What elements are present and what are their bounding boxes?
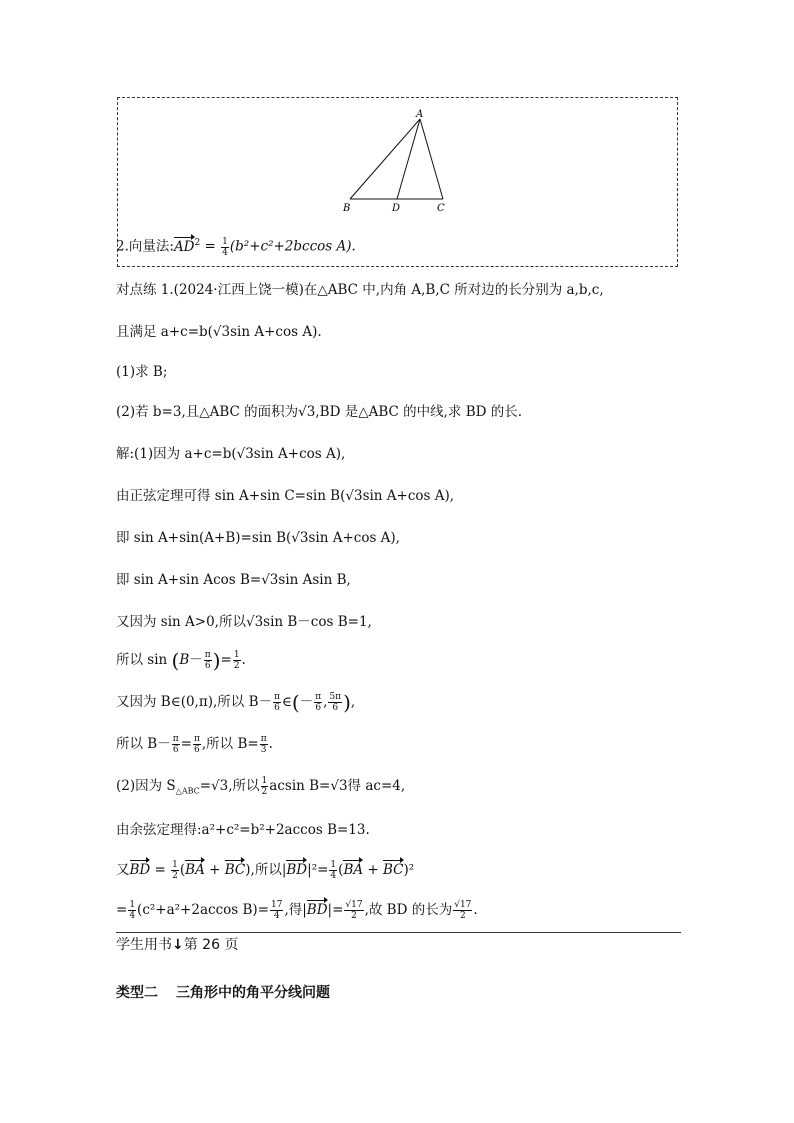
solution-step-12: = $\frac{1}{4}$ (c²+a²+2accos B)= $\frac{17}{4}$ ,得|BD|= $\frac{√17}{2}$ ,故 BD 的长为 $\frac{√17}{2}$ .	[116, 900, 478, 921]
solution-step-5: 又因为 sin A>0,所以√3sin B－cos B=1,	[116, 614, 372, 630]
vector-method-line: 2.向量法$:AD^2$ = $\frac{1}{4}$ (b²+c²+2bccos A).	[116, 236, 356, 258]
triangle-figure	[330, 105, 460, 217]
solution-step-11: 又BD = $\frac{1}{2}$ (BA + BC),所以|BD|²= $\frac{1}{4}$ (BA + BC)²	[116, 860, 415, 881]
solution-step-6: 所以 sin (B－ $\frac{\pi}{6}$ )= $\frac{1}{2}$ .	[116, 648, 246, 673]
solution-step-7: 又因为 B∈(0,π),所以 B－ $\frac{\pi}{6}$ ∈(－ $\frac{\pi}{6}$ , $\frac{5\pi}{6}$ ),	[116, 690, 356, 715]
down-arrow-icon: ↓	[172, 937, 184, 953]
solution-step-3: 即 sin A+sin(A+B)=sin B(√3sin A+cos A),	[116, 530, 400, 546]
solution-step-9: (2)因为 $S_{\triangle ABC}=√3$,所以 $\frac{1}{2}$ acsin B=√3得 ac=4,	[116, 776, 406, 797]
problem-condition: 且满足 a+c=b(√3sin A+cos A).	[116, 324, 322, 340]
solution-step-2: 由正弦定理可得 sin A+sin C=sin B(√3sin A+cos A),	[116, 488, 455, 504]
label-A: A	[416, 109, 424, 120]
section-heading: 类型二 三角形中的角平分线问题	[116, 985, 330, 1001]
problem-intro: 对点练 1.(2024·江西上饶一模)在△ABC 中,内角 A,B,C 所对边的长分别为 a,b,c,	[116, 282, 604, 298]
label-B: B	[343, 203, 351, 214]
problem-part1: (1)求 B;	[116, 364, 168, 380]
problem-part2: (2)若 b=3,且△ABC 的面积为√3,BD 是△ABC 的中线,求 BD 的长.	[116, 404, 523, 420]
label-C: C	[437, 203, 445, 214]
solution-step-8: 所以 B－ $\frac{\pi}{6}$ = $\frac{\pi}{6}$ ,所以 B= $\frac{\pi}{3}$ .	[116, 734, 273, 755]
book-ref-line: 学生用书↓第 26 页	[116, 937, 239, 953]
label-D: D	[392, 203, 401, 214]
solution-step-4: 即 sin A+sin Acos B=√3sin Asin B,	[116, 572, 351, 588]
solution-step-10: 由余弦定理得:a²+c²=b²+2accos B=13.	[116, 822, 370, 838]
solution-step-1: 解:(1)因为 a+c=b(√3sin A+cos A),	[116, 446, 346, 462]
divider	[116, 932, 681, 933]
